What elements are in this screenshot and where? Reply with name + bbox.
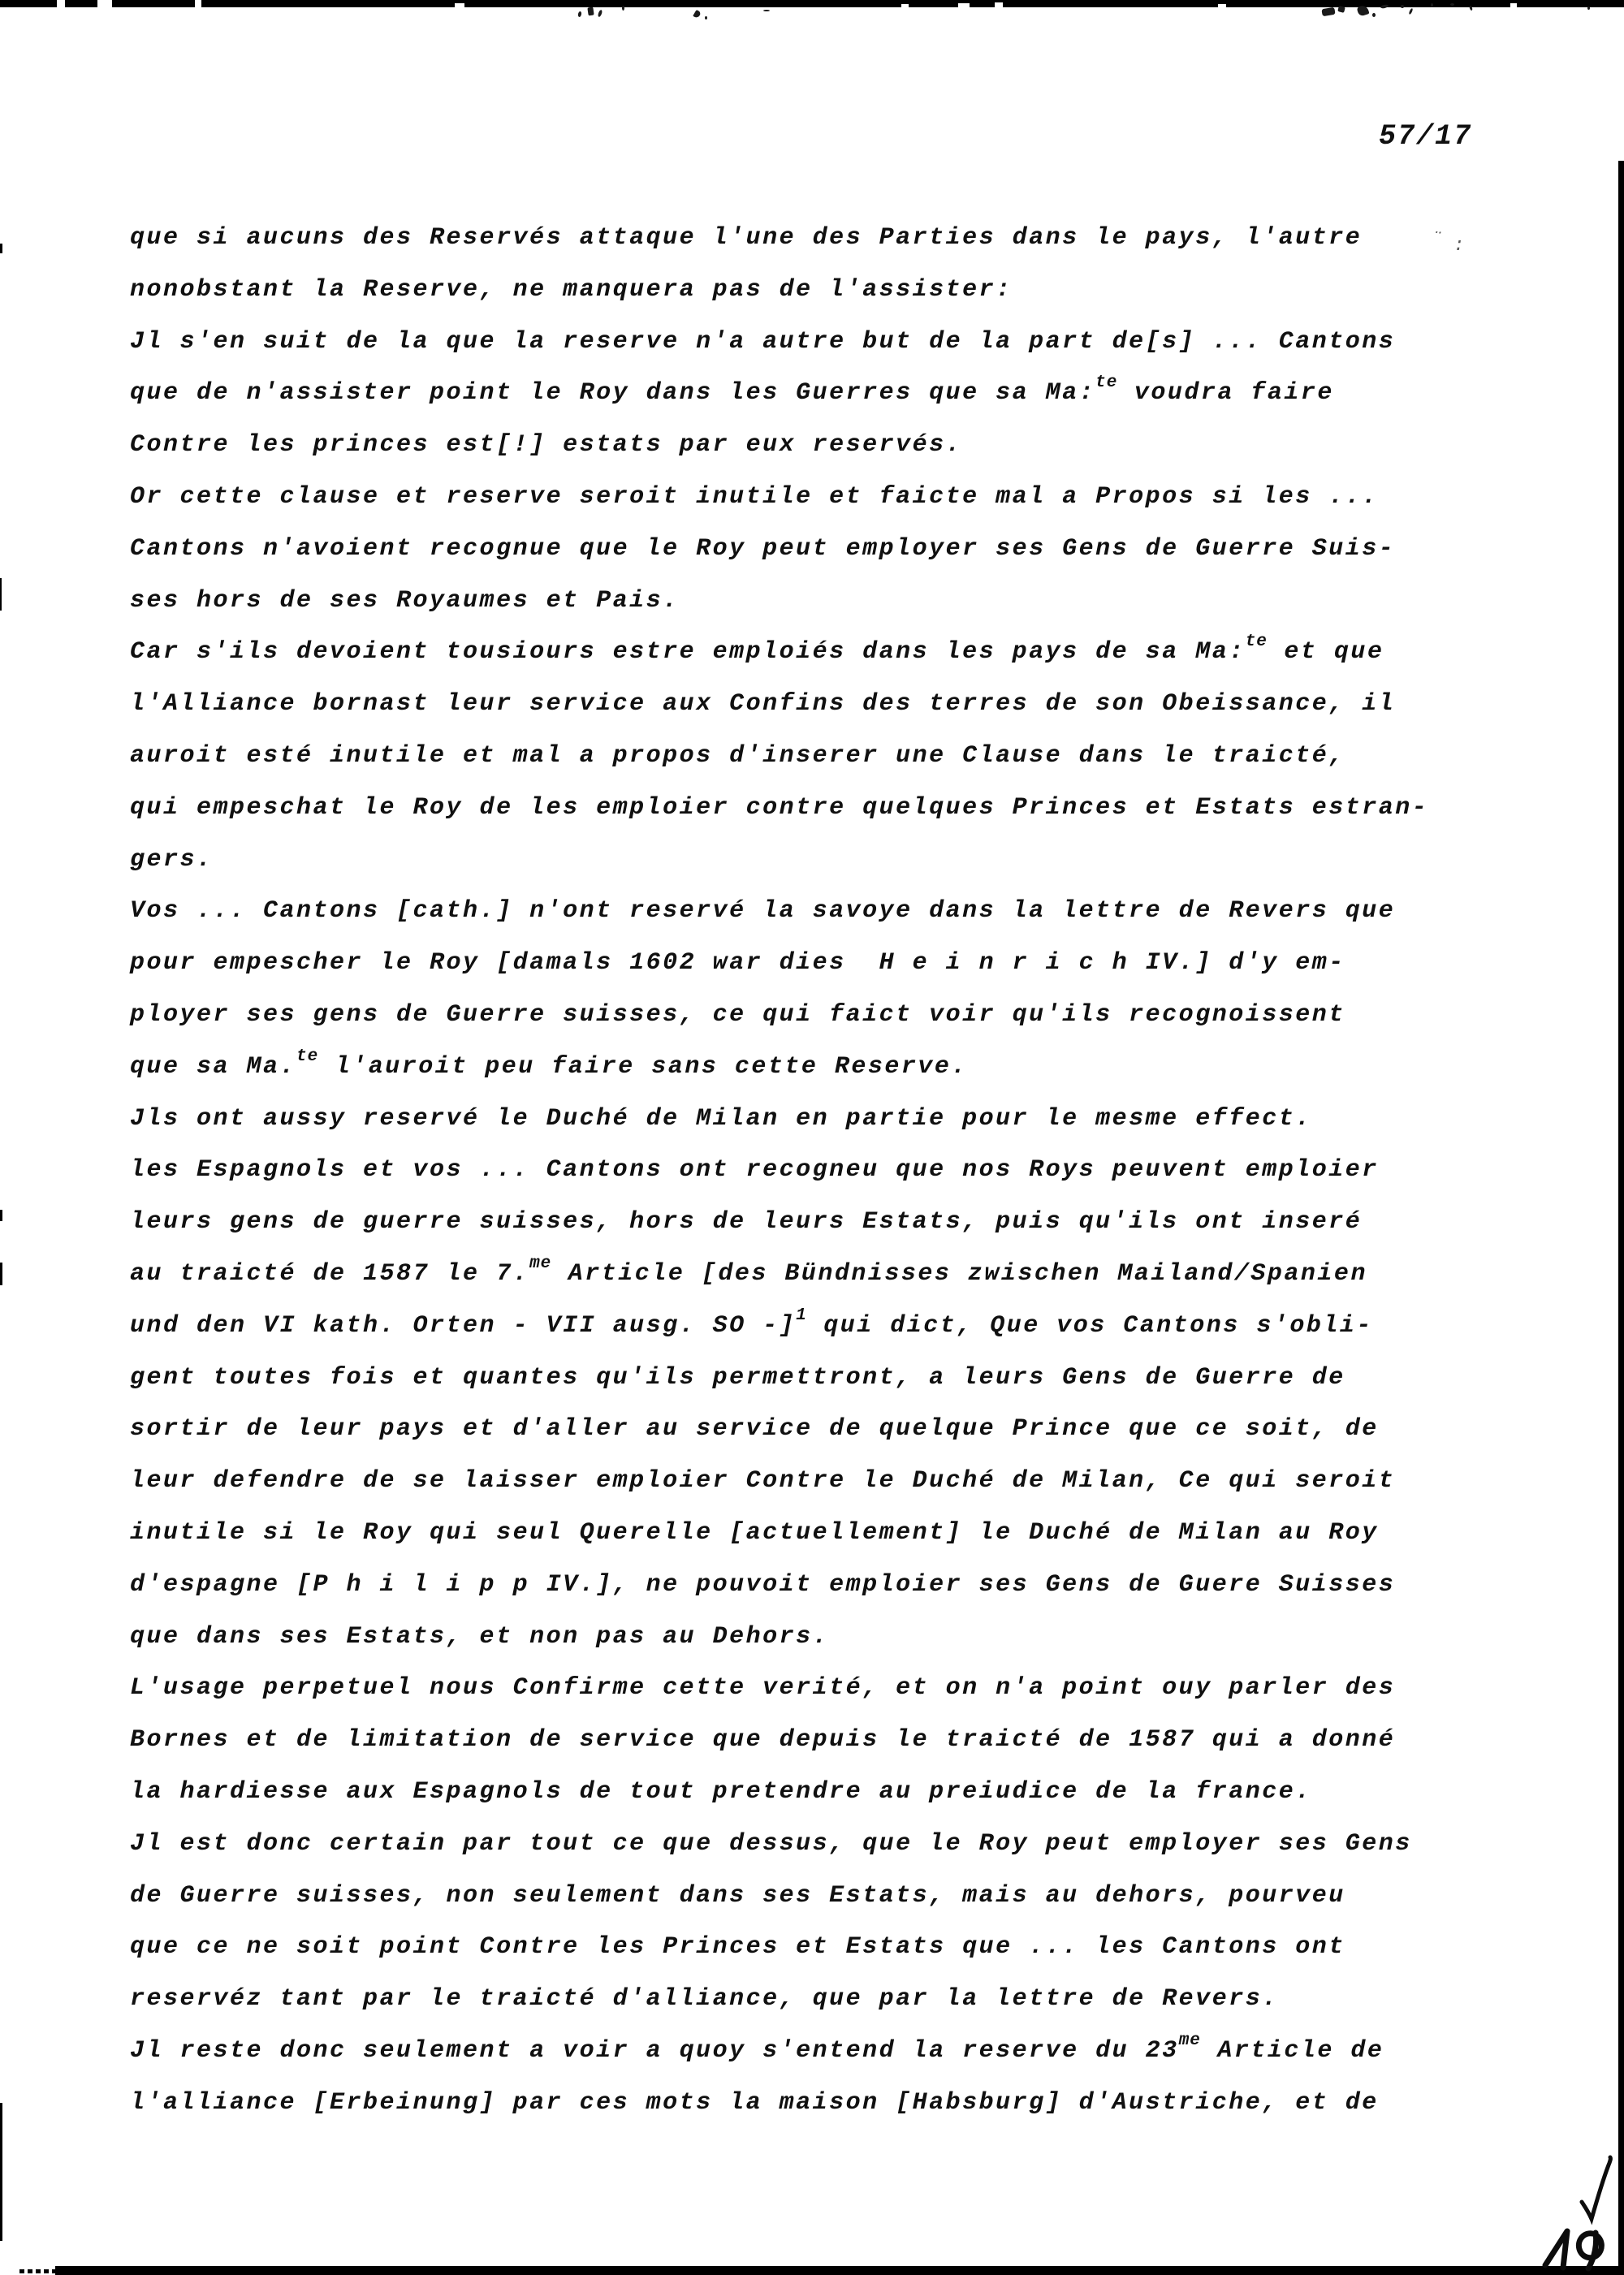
scan-edge-nick (97, 0, 112, 7)
scan-smudge (1321, 7, 1335, 17)
text-line: gent toutes fois et quantes qu'ils permettront, a leurs Gens de Guerre de (130, 1363, 1345, 1392)
scan-smudge (1587, 6, 1590, 10)
superscript: te (1095, 373, 1118, 393)
text-line: que sa Ma.$^{te}$ l'auroit peu faire sans cette Reserve. (130, 1047, 968, 1081)
text-line: leurs gens de guerre suisses, hors de leurs Estats, puis qu'ils ont inseré (130, 1208, 1363, 1237)
scan-edge-nick (57, 0, 65, 7)
scan-smudge (1372, 13, 1376, 17)
document-text (130, 213, 1510, 2129)
scan-smudge (622, 6, 624, 11)
text-line: pour empescher le Roy [damals 1602 war dies H e i n r i c h IV.] d'y em- (130, 949, 1345, 978)
text-line: les Espagnols et vos ... Cantons ont recogneu que nos Roys peuvent emploier (130, 1156, 1379, 1185)
text-line: qui empeschat le Roy de les emploier contre quelques Princes et Estats estran- (130, 793, 1429, 822)
scan-smudge (587, 7, 594, 16)
scan-edge-speck (0, 244, 2, 253)
scan-smudge (693, 10, 702, 19)
scan-edge-nick (195, 0, 201, 7)
text-line: L'usage perpetuel nous Confirme cette verité, et on n'a point ouy parler des (130, 1674, 1396, 1703)
scan-edge-bottom (55, 2266, 1624, 2275)
text-line: Car s'ils devoient tousiours estre emploiés dans les pays de sa Ma:$^{te}$ et que (130, 632, 1384, 667)
handwritten-annotation (1525, 2134, 1618, 2273)
superscript: 1 (796, 1306, 807, 1325)
scan-edge-nick (455, 3, 464, 11)
text-line: que ce ne soit point Contre les Princes et Estats que ... les Cantons ont (130, 1933, 1345, 1962)
scan-edge-nick (958, 3, 970, 11)
text-line: l'Alliance bornast leur service aux Confins des terres de son Obeissance, il (130, 690, 1396, 719)
text-line: Contre les princes est[!] estats par eux reservés. (130, 431, 963, 460)
text-line: Jl reste donc seulement a voir a quoy s'entend la reserve du $23^{me}$ Article de (130, 2031, 1384, 2065)
text-line: und den VI kath. Orten - VII ausg. SO -]$^1$ qui dict, Que vos Cantons s'obli- (130, 1306, 1373, 1340)
text-line: inutile si le Roy qui seul Querelle [actuellement] le Duché de Milan au Roy (130, 1518, 1379, 1547)
superscript: te (1245, 632, 1268, 652)
text-line: Jl s'en suit de la que la reserve n'a autre but de la part de[s] ... Cantons (130, 327, 1396, 356)
text-line: Cantons n'avoient recognue que le Roy peut employer ses Gens de Guerre Suis- (130, 534, 1396, 563)
text-line: leur defendre de se laisser emploier Contre le Duché de Milan, Ce qui seroit (130, 1467, 1396, 1496)
text-line: Bornes et de limitation de service que depuis le traicté de 1587 qui a donné (130, 1726, 1396, 1755)
scan-edge-speck (0, 1263, 2, 1285)
scan-edge-speck (0, 2103, 2, 2241)
scan-edge-speck (0, 1210, 2, 1221)
scan-smudge (577, 11, 581, 18)
scan-edge-bottom-dots (19, 2269, 55, 2273)
superscript: te (296, 1047, 319, 1066)
text-line: l'alliance [Erbeinung] par ces mots la maison [Habsburg] d'Austriche, et de (130, 2088, 1379, 2117)
scan-smudge (598, 10, 603, 18)
scan-edge-nick (1218, 4, 1226, 11)
scan-edge-nick (995, 2, 1003, 10)
scan-smudge (1401, 5, 1404, 8)
text-line: d'espagne [P h i l i p p IV.], ne pouvoit emploier ses Gens de Guere Suisses (130, 1570, 1396, 1599)
text-line: Jl est donc certain par tout ce que dessus, que le Roy peut employer ses Gens (130, 1829, 1412, 1858)
scan-smudge: : (1453, 235, 1465, 256)
scan-smudge (763, 10, 770, 11)
text-line: gers. (130, 845, 214, 874)
scan-smudge (1408, 8, 1413, 15)
scan-smudge (1431, 3, 1433, 7)
scan-smudge (1380, 4, 1389, 9)
scan-smudge (1450, 3, 1454, 6)
checkmark-stroke (1582, 2157, 1610, 2219)
digit-9-stroke (1579, 2233, 1601, 2269)
scan-smudge (1337, 6, 1345, 13)
text-line: auroit esté inutile et mal a propos d'inserer une Clause dans le traicté, (130, 741, 1345, 770)
scan-edge-nick (1510, 3, 1517, 11)
scan-edge-speck (0, 578, 2, 611)
text-line: Vos ... Cantons [cath.] n'ont reservé la savoye dans la lettre de Revers que (130, 897, 1396, 926)
text-line: que dans ses Estats, et non pas au Dehors. (130, 1622, 830, 1651)
text-line: Or cette clause et reserve seroit inutile et faicte mal a Propos si les ... (130, 482, 1379, 511)
text-line: sortir de leur pays et d'aller au service de quelque Prince que ce soit, de (130, 1415, 1379, 1444)
text-line: que de n'assister point le Roy dans les Guerres que sa Ma:$^{te}$ voudra faire (130, 373, 1334, 408)
text-line: ployer ses gens de Guerre suisses, ce qui faict voir qu'ils recognoissent (130, 1000, 1345, 1029)
text-line: nonobstant la Reserve, ne manquera pas de l'assister: (130, 275, 1013, 304)
text-line: au traicté de 1587 le 7.$^{me}$ Article [des Bündnisses zwischen Mailand/Spanien (130, 1254, 1367, 1288)
text-line: que si aucuns des Reservés attaque l'une des Parties dans le pays, l'autre (130, 224, 1363, 252)
text-line: Jls ont aussy reservé le Duché de Milan en partie pour le mesme effect. (130, 1104, 1312, 1133)
text-line: la hardiesse aux Espagnols de tout pretendre au preiudice de la france. (130, 1777, 1312, 1806)
scan-edge-nick (901, 4, 909, 11)
text-line: reservéz tant par le traicté d'alliance, que par la lettre de Revers. (130, 1985, 1279, 2014)
scan-smudge (705, 16, 707, 19)
scan-smudge: ¨ (1429, 228, 1443, 250)
digit-1-stroke (1545, 2231, 1567, 2268)
scan-edge-right (1618, 161, 1624, 2275)
page-number: 57/17 (1379, 120, 1473, 153)
superscript: me (1178, 2031, 1201, 2050)
text-line: de Guerre suisses, non seulement dans ses Estats, mais au dehors, pourveu (130, 1881, 1345, 1910)
text-line: ses hors de ses Royaumes et Pais. (130, 586, 680, 615)
superscript: me (529, 1254, 552, 1273)
